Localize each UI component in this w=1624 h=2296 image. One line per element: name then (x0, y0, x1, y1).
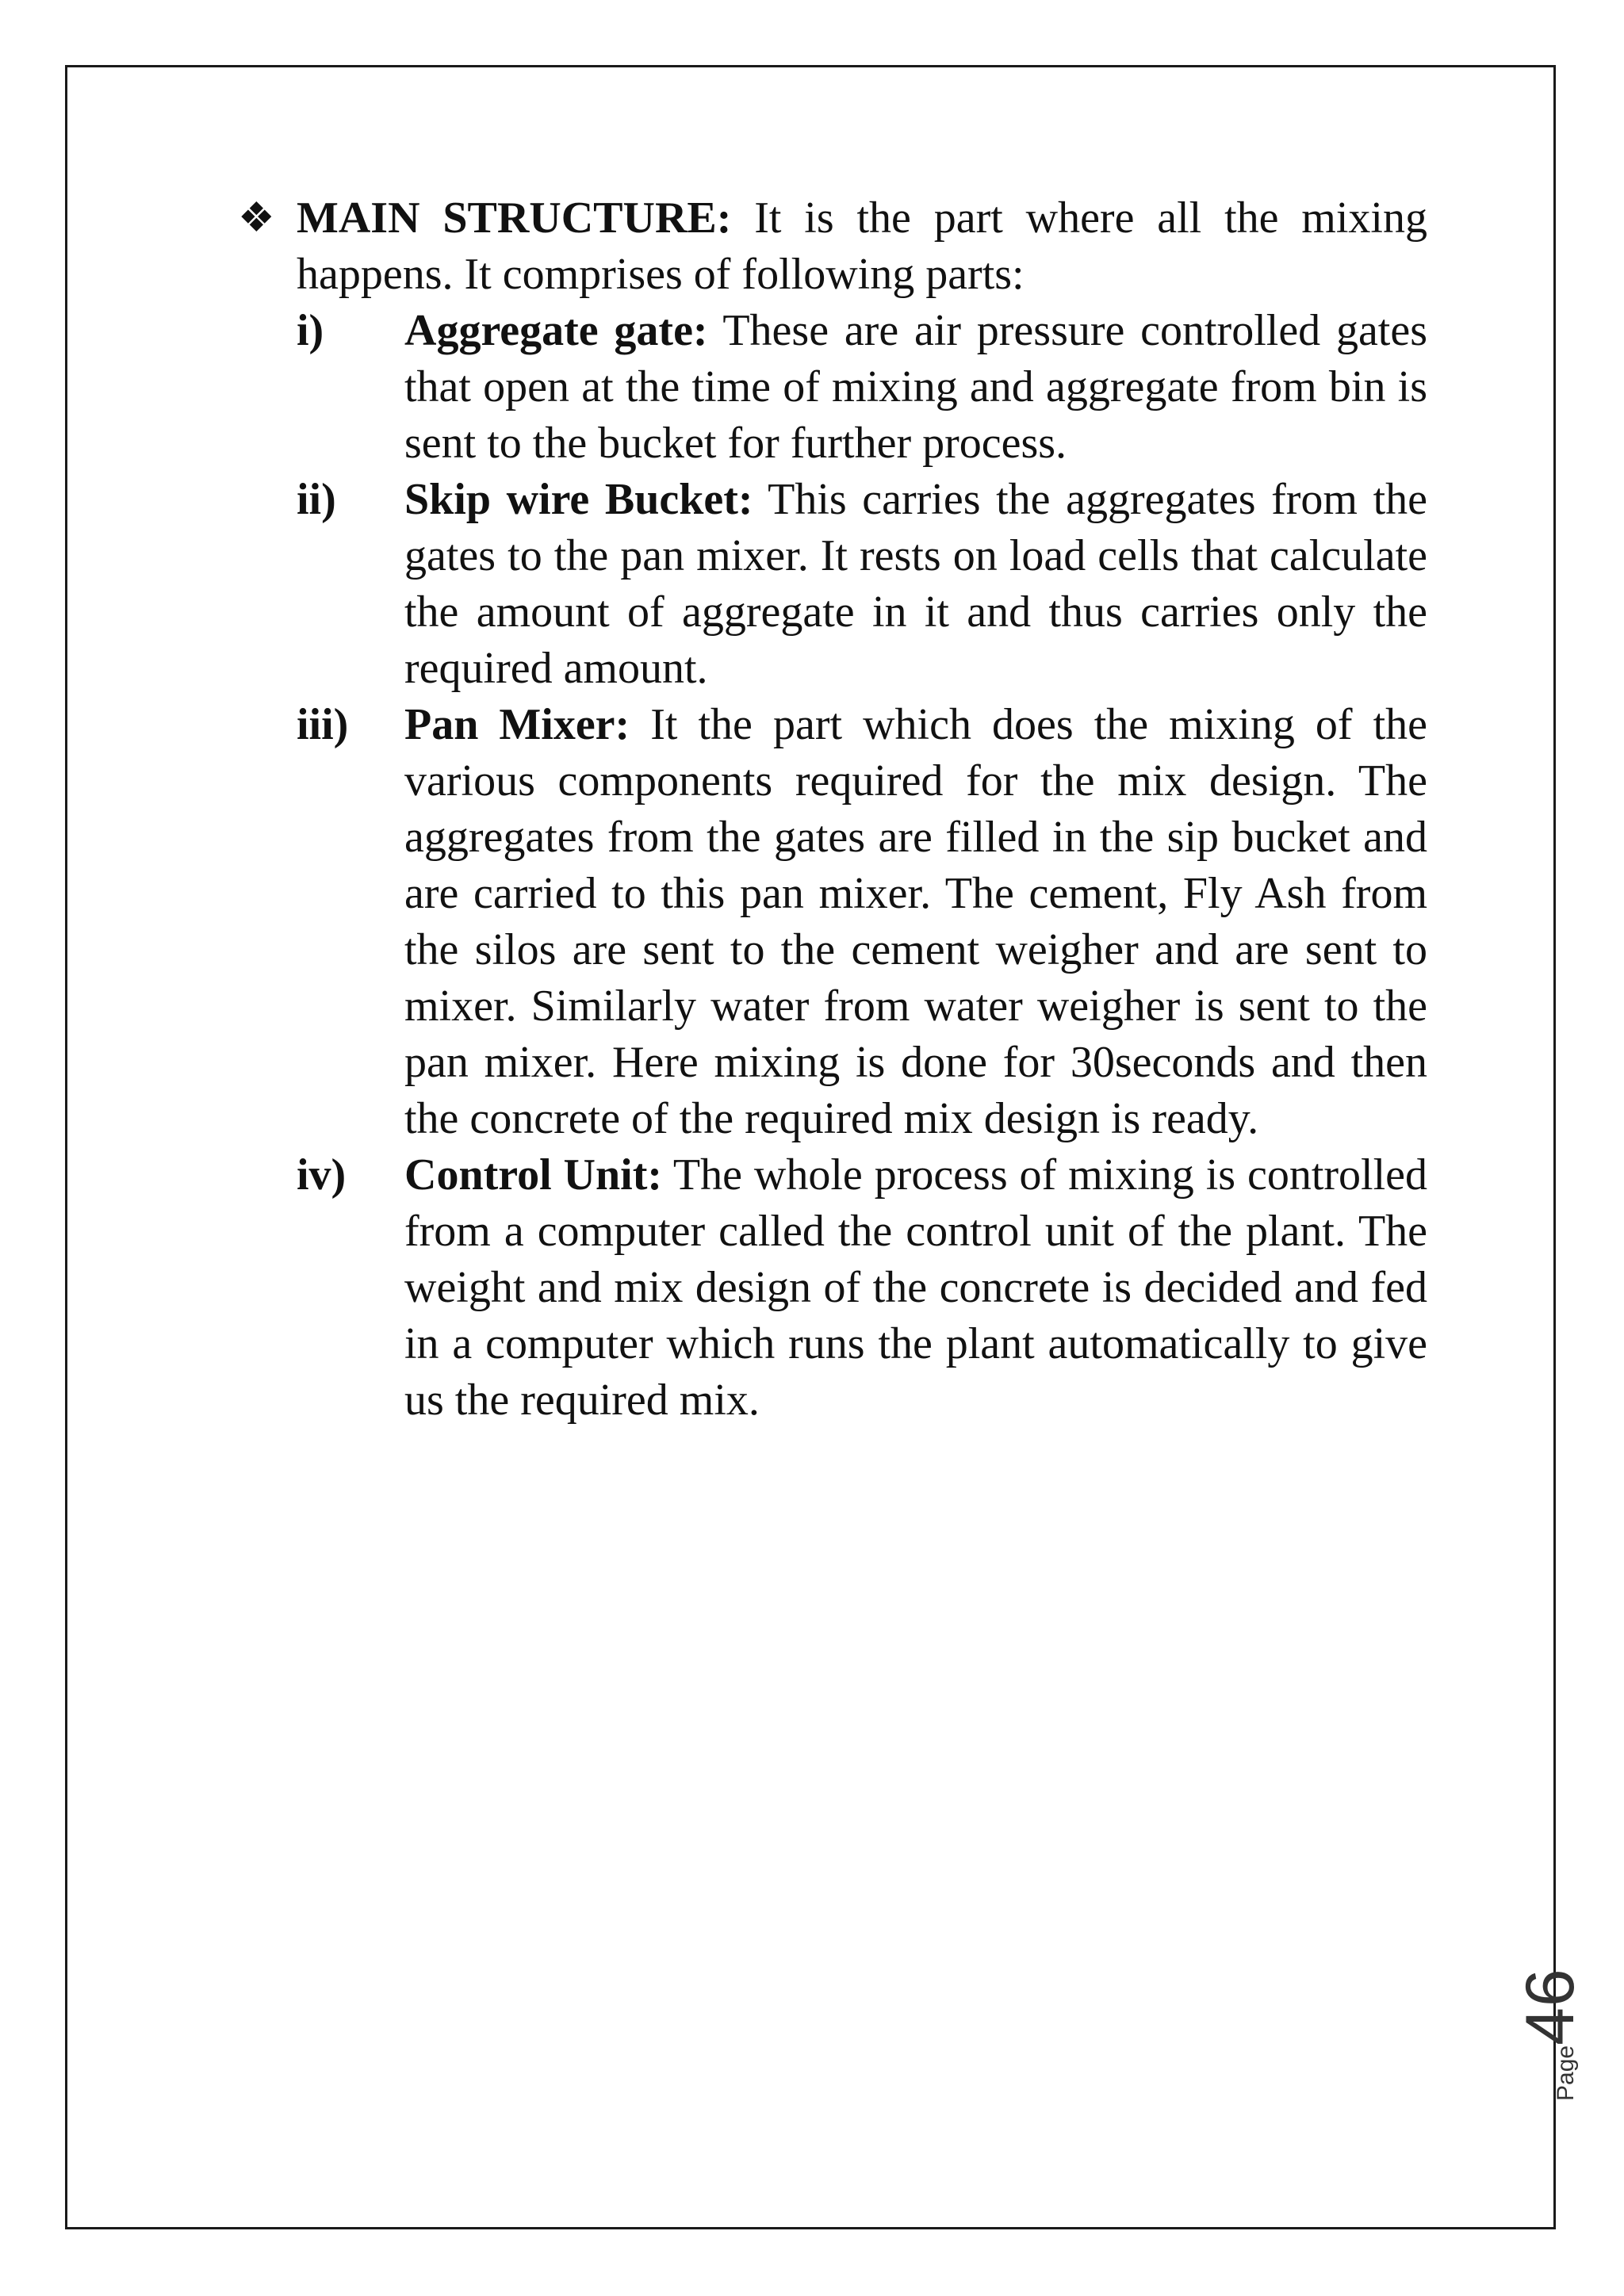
part-marker: iii) (297, 700, 349, 749)
part-text: The whole process of mixing is controlled from a computer called the control unit of the plant. The weight and mix design of the concrete is decided and fed in a computer which runs the plant automatically to give us the required mix. (404, 1150, 1428, 1425)
part-title: Skip wire Bucket: (404, 475, 753, 524)
main-structure-paragraph (238, 190, 1427, 303)
page-number-value: 46 (1512, 1968, 1588, 2045)
part-text: These are air pressure controlled gates that open at the time of mixing and aggregate from bin is sent to the bucket for further process. (404, 306, 1428, 468)
part-marker: iv) (297, 1150, 347, 1200)
page-number (1512, 1968, 1588, 2101)
page-label: Page (1553, 2045, 1579, 2101)
diamond-bullet-icon: ❖ (238, 196, 275, 241)
part-title: Aggregate gate: (404, 306, 708, 355)
part-text: It the part which does the mixing of the various components required for the mix design. The aggregates from the gates are filled in the sip bucket and are carried to this pan mixer. The cement, Fly Ash from the silos are sent to the cement weigher and are sent to mixer. Similarly water from water weigher is sent to the pan mixer. Here mixing is done for 30seconds and then the concrete of the required mix design is ready. (404, 700, 1428, 1143)
parts-list (238, 303, 1427, 1429)
part-item-aggregate-gate (297, 303, 1427, 472)
main-structure-heading: MAIN STRUCTURE: (297, 193, 732, 243)
part-marker: ii) (297, 475, 336, 524)
part-title: Pan Mixer: (404, 700, 630, 749)
main-structure-text: It is the part where all the mixing happens. It comprises of following parts: (297, 193, 1427, 299)
part-item-pan-mixer (297, 697, 1427, 1147)
part-text: This carries the aggregates from the gates to the pan mixer. It rests on load cells that calculate the amount of aggregate in it and thus carries only the required amount. (404, 475, 1427, 693)
part-item-control-unit (297, 1147, 1427, 1429)
part-title: Control Unit: (404, 1150, 662, 1200)
part-marker: i) (297, 306, 324, 355)
document-body (238, 190, 1427, 1429)
part-item-skip-wire-bucket (297, 472, 1427, 697)
